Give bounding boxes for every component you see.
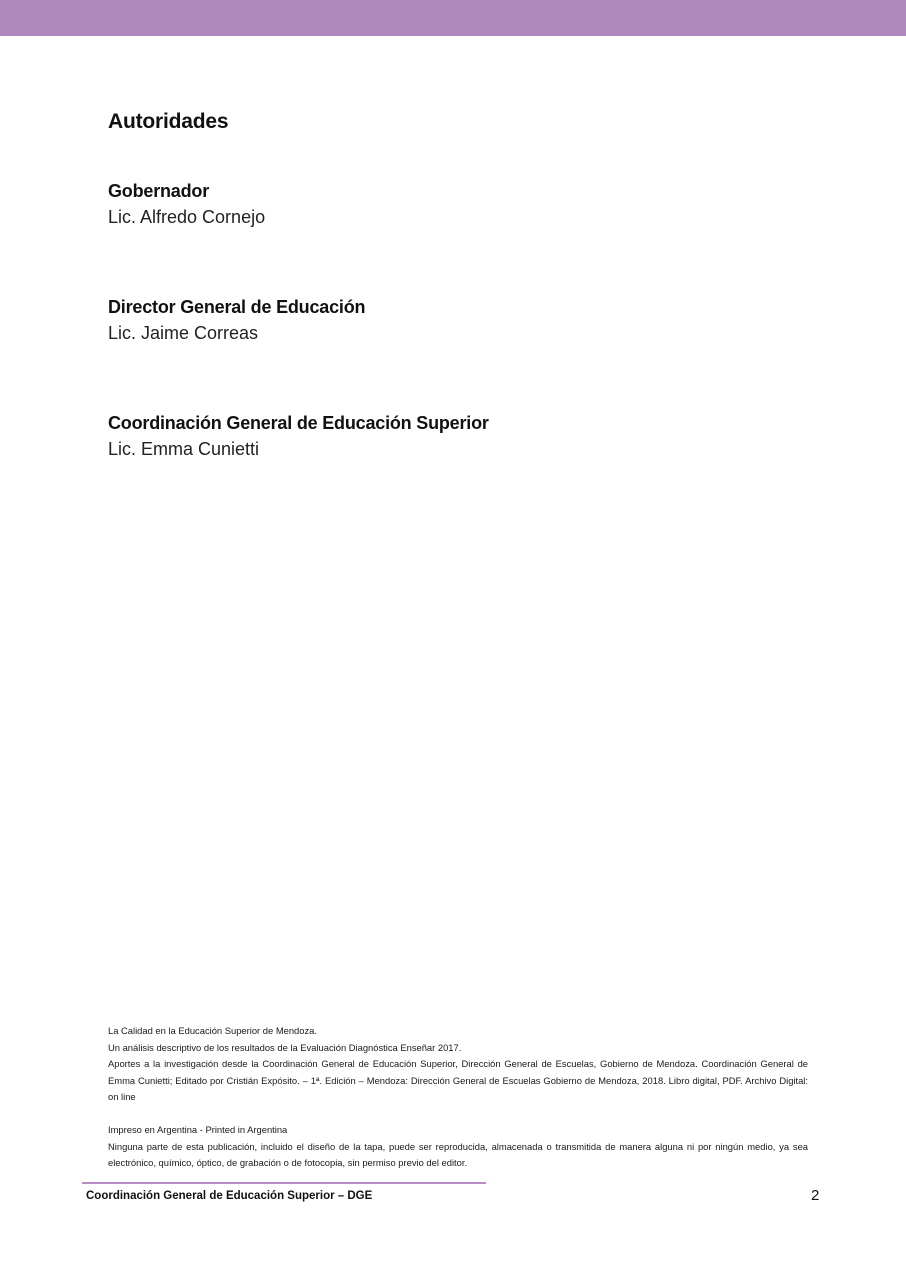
authority-coordination (108, 410, 489, 462)
authority-role: Director General de Educación (108, 297, 366, 317)
publication-credits (108, 1023, 808, 1172)
footer-divider (82, 1182, 486, 1184)
page-number: 2 (811, 1187, 820, 1204)
page-title: Autoridades (108, 110, 229, 133)
authority-name: Lic. Emma Cunietti (108, 439, 260, 459)
credits-rights: Ninguna parte de esta publicación, incluido el diseño de la tapa, puede ser reproducida, almacenada o transmitida de manera alguna ni por ningún medio, ya sea electrónico, químico, óptico, de grabación o de fotocopia, sin permiso previo del editor. (108, 1140, 808, 1168)
authority-name: Lic. Alfredo Cornejo (108, 207, 266, 227)
authority-director (108, 294, 365, 346)
header-band (0, 0, 906, 36)
spacer (108, 1106, 808, 1123)
credits-title: La Calidad en la Educación Superior de Mendoza. (108, 1025, 317, 1036)
credits-paragraph: Aportes a la investigación desde la Coordinación General de Educación Superior, Dirección General de Escuelas, Gobierno de Mendoza. Coordinación General de Emma Cunietti; Editado por Cristián Expósito. – 1ª. Edición – Mendoza: Dirección General de Escuelas Gobierno de Mendoza, 2018. Libro digital, PDF. Archivo Digital: on line (108, 1058, 808, 1102)
authority-name: Lic. Jaime Correas (108, 323, 259, 343)
credits-subtitle: Un análisis descriptivo de los resultados de la Evaluación Diagnóstica Enseñar 2017. (108, 1041, 462, 1053)
authority-role: Coordinación General de Educación Superior (108, 413, 489, 433)
footer-text: Coordinación General de Educación Superior – DGE (86, 1190, 373, 1202)
authority-role: Gobernador (108, 181, 210, 201)
credits-printed: Impreso en Argentina - Printed in Argentina (108, 1124, 288, 1135)
authority-governor (108, 178, 265, 230)
